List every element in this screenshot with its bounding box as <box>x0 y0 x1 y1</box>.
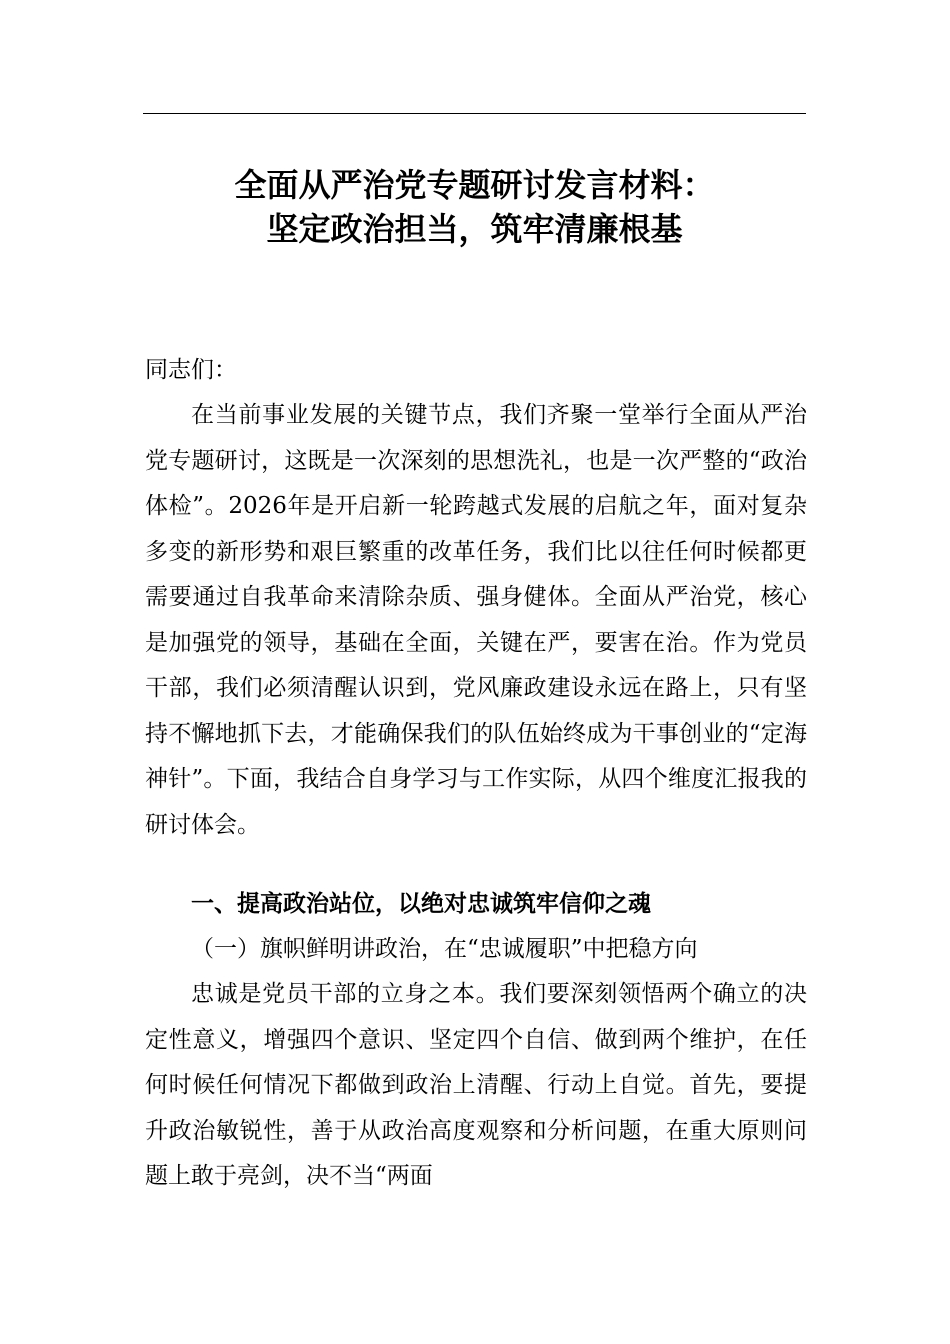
paragraph-intro: 在当前事业发展的关键节点，我们齐聚一堂举行全面从严治党专题研讨，这既是一次深刻的思想洗礼，也是一次严整的“政治体检”。2026年是开启新一轮跨越式发展的启航之年，面对复杂多变的新形势和艰巨繁重的改革任务，我们比以往任何时候都更需要通过自我革命来清除杂质、强身健体。全面从严治党，核心是加强党的领导，基础在全面，关键在严，要害在治。作为党员干部，我们必须清醒认识到，党风廉政建设永远在路上，只有坚持不懈地抓下去，才能确保我们的队伍始终成为干事创业的“定海神针”。下面，我结合自身学习与工作实际，从四个维度汇报我的研讨体会。 <box>145 402 807 838</box>
document-title-line1: 全面从严治党专题研讨发言材料： <box>234 166 715 204</box>
section-heading-1: 一、提高政治站位，以绝对忠诚筑牢信仰之魂 <box>191 891 651 917</box>
document-title-line2: 坚定政治担当，筑牢清廉根基 <box>266 210 683 248</box>
paragraph-loyalty: 忠诚是党员干部的立身之本。我们要深刻领悟两个确立的决定性意义，增强四个意识、坚定四个自信、做到两个维护，在任何时候任何情况下都做到政治上清醒、行动上自觉。首先，要提升政治敏锐性，善于从政治高度观察和分析问题，在重大原则问题上敢于亮剑，决不当“两面 <box>145 981 807 1189</box>
header-rule <box>143 113 806 114</box>
subsection-heading-1: （一）旗帜鲜明讲政治，在“忠诚履职”中把稳方向 <box>191 936 698 962</box>
salutation: 同志们： <box>145 357 237 383</box>
